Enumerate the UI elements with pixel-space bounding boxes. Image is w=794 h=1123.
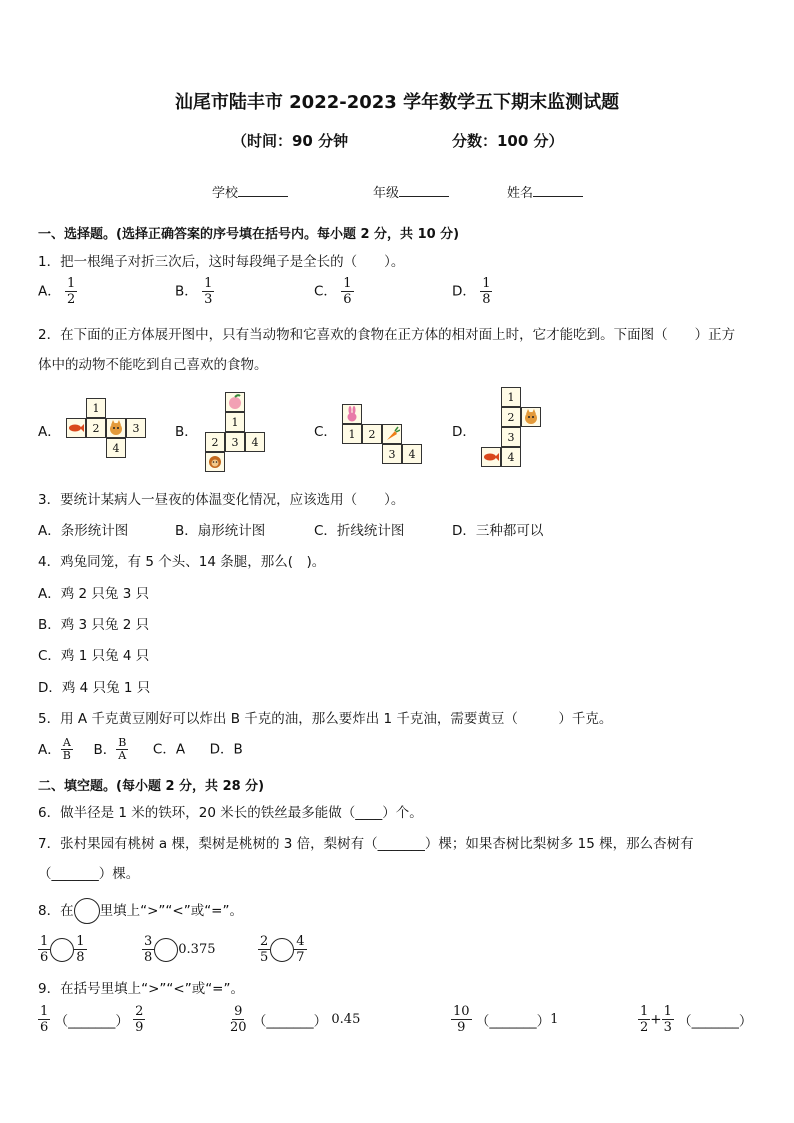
fraction [451, 1004, 472, 1035]
fraction [74, 934, 86, 965]
q5-text: 5．用 A 千克黄豆刚好可以炸出 B 千克的油，那么要炸出 1 千克油，需要黄豆（ ）千克。 [38, 711, 613, 727]
numerator: 2 [260, 934, 269, 949]
q9-item-3 [451, 1004, 558, 1035]
net-cell: 4 [501, 447, 521, 467]
option-label: A． [38, 741, 61, 758]
q4-option-a[interactable]: A．鸡 2 只兔 3 只 [38, 586, 150, 602]
numerator: 1 [640, 1004, 649, 1019]
q5-option-b[interactable] [93, 736, 128, 762]
net-cell: 2 [501, 407, 521, 427]
answer-blank[interactable]: （_______） [678, 1013, 753, 1030]
numerator: 1 [40, 1004, 49, 1019]
fraction [638, 1004, 650, 1035]
exam-time: （时间：90 分钟 [232, 132, 349, 150]
denominator: 3 [663, 1020, 672, 1035]
cube-net-b [205, 392, 269, 474]
fish-icon [66, 418, 86, 438]
q1-option-d[interactable] [452, 276, 492, 307]
name-blank[interactable] [533, 196, 583, 197]
q8-item-2 [142, 934, 216, 965]
fraction [341, 276, 353, 307]
denominator: 3 [204, 292, 213, 307]
compare-circle[interactable] [270, 938, 294, 962]
school-label: 学校 [212, 186, 239, 201]
numerator: 1 [40, 934, 49, 949]
exam-score: 分数：100 分） [452, 132, 564, 150]
numerator: 4 [296, 934, 305, 949]
numerator: A [62, 736, 71, 749]
net-cell: 4 [245, 432, 265, 452]
option-label: D． [452, 283, 476, 300]
denominator: 9 [457, 1020, 466, 1035]
net-cell: 1 [86, 398, 106, 418]
cube-net-a [66, 398, 150, 462]
net-cell: 1 [225, 412, 245, 432]
q2-option-a-label[interactable]: A． [38, 424, 61, 440]
q4-option-c[interactable]: C．鸡 1 只兔 4 只 [38, 648, 150, 664]
q3-text: 3．要统计某病人一昼夜的体温变化情况，应该选用（ ）。 [38, 492, 405, 508]
q8-suffix: 里填上“>”“<”或“=”。 [99, 903, 243, 919]
net-cell: 3 [225, 432, 245, 452]
numerator: 1 [663, 1004, 672, 1019]
section1-heading: 一、选择题。(选择正确答案的序号填在括号内。每小题 2 分，共 10 分) [38, 227, 460, 242]
compare-circle[interactable] [50, 938, 74, 962]
q5-options [38, 737, 243, 762]
fish-icon [481, 447, 501, 467]
q8-item-1 [38, 934, 87, 965]
q7-text-line1: 7．张村果园有桃树 a 棵，梨树是桃树的 3 倍，梨树有（_______）棵；如果杏树比梨树多 15 棵，那么杏树有 [38, 836, 694, 852]
compare-circle-sample [74, 898, 100, 924]
answer-blank[interactable]: （_______） [475, 1013, 551, 1030]
q3-option-a[interactable]: A．条形统计图 [38, 523, 129, 539]
option-label: B． [93, 741, 117, 758]
numerator: 9 [234, 1004, 243, 1019]
q6-text: 6．做半径是 1 米的铁环，20 米长的铁丝最多能做（____）个。 [38, 805, 423, 821]
denominator: 20 [230, 1020, 247, 1035]
cube-net-c [342, 404, 428, 466]
q2-option-c-label[interactable]: C． [314, 424, 337, 440]
q9-item-1 [38, 1004, 145, 1035]
cube-net-d [481, 387, 545, 469]
q8-prefix: 8．在 [38, 903, 74, 919]
q3-option-b[interactable]: B．扇形统计图 [175, 523, 266, 539]
q5-option-d[interactable]: D．B [209, 741, 243, 758]
q5-option-c[interactable]: C．A [152, 741, 186, 758]
name-label: 姓名 [507, 186, 534, 201]
fraction [228, 1004, 249, 1035]
page-title: 汕尾市陆丰市 2022-2023 学年数学五下期末监测试题 [174, 92, 620, 113]
numerator: 1 [482, 276, 491, 291]
fraction [61, 737, 73, 762]
fraction [116, 737, 128, 762]
denominator: 6 [40, 1020, 49, 1035]
numerator: 1 [67, 276, 76, 291]
section2-heading: 二、填空题。(每小题 2 分，共 28 分) [38, 779, 265, 794]
q1-option-a[interactable] [38, 276, 77, 307]
fraction [142, 934, 154, 965]
option-label: C． [314, 283, 337, 300]
q1-text: 1．把一根绳子对折三次后，这时每段绳子是全长的（ ）。 [38, 254, 405, 270]
monkey-icon [205, 452, 225, 472]
peach-icon [225, 392, 245, 412]
q2-text-line1: 2．在下面的正方体展开图中，只有当动物和它喜欢的食物在正方体的相对面上时，它才能吃到。下面图（ ）正方 [38, 327, 736, 343]
net-cell: 1 [342, 424, 362, 444]
grade-field [373, 182, 449, 201]
q9-decimal: 0.45 [331, 1012, 361, 1027]
denominator: 9 [135, 1020, 144, 1035]
denominator: B [62, 749, 71, 762]
net-cell: 2 [86, 418, 106, 438]
q3-option-d[interactable]: D．三种都可以 [452, 523, 544, 539]
net-cell: 3 [126, 418, 146, 438]
option-label: B． [175, 283, 198, 300]
net-cell: 2 [205, 432, 225, 452]
answer-blank[interactable]: （_______） [54, 1013, 129, 1030]
q8-item-3 [258, 934, 307, 965]
fraction [294, 934, 306, 965]
denominator: 2 [640, 1020, 649, 1035]
fraction [38, 1004, 50, 1035]
q1-option-b[interactable] [175, 276, 214, 307]
numerator: 1 [76, 934, 85, 949]
q2-option-d-label[interactable]: D． [452, 424, 476, 440]
denominator: 8 [76, 950, 85, 965]
school-blank[interactable] [238, 196, 288, 197]
q3-option-c[interactable]: C．折线统计图 [314, 523, 405, 539]
q2-text-line2: 体中的动物不能吃到自己喜欢的食物。 [38, 357, 268, 373]
q2-option-b-label[interactable]: B． [175, 424, 198, 440]
denominator: 5 [260, 950, 269, 965]
fraction [202, 276, 214, 307]
net-cell: 4 [402, 444, 422, 464]
compare-circle[interactable] [154, 938, 178, 962]
q8-decimal: 0.375 [178, 942, 216, 957]
fraction [480, 276, 492, 307]
denominator: 7 [296, 950, 305, 965]
denominator: 6 [40, 950, 49, 965]
numerator: 1 [204, 276, 213, 291]
cat-icon [521, 407, 541, 427]
numerator: 1 [343, 276, 352, 291]
grade-blank[interactable] [399, 196, 449, 197]
numerator: 3 [144, 934, 153, 949]
q8-text [38, 898, 243, 924]
q9-item-2 [228, 1004, 360, 1035]
net-cell: 3 [382, 444, 402, 464]
numerator: 10 [453, 1004, 470, 1019]
fraction [258, 934, 270, 965]
q4-text: 4．鸡兔同笼，有 5 个头、14 条腿，那么( )。 [38, 554, 326, 570]
denominator: 6 [343, 292, 352, 307]
answer-blank[interactable]: （_______） [252, 1013, 328, 1030]
fraction [662, 1004, 674, 1035]
name-field [507, 182, 583, 201]
denominator: 8 [144, 950, 153, 965]
school-field [212, 182, 288, 201]
fraction [65, 276, 77, 307]
cat-icon [106, 418, 126, 438]
net-cell: 4 [106, 438, 126, 458]
q9-number: 1 [550, 1012, 559, 1027]
q7-text-line2: （_______）棵。 [38, 866, 140, 882]
fraction [38, 934, 50, 965]
plus-sign: + [650, 1011, 662, 1028]
numerator: 2 [135, 1004, 144, 1019]
denominator: A [118, 749, 127, 762]
denominator: 8 [482, 292, 491, 307]
numerator: B [118, 736, 127, 749]
rabbit-icon [342, 404, 362, 424]
q4-option-d[interactable]: D．鸡 4 只兔 1 只 [38, 680, 151, 696]
denominator: 2 [67, 292, 76, 307]
q1-option-c[interactable] [314, 276, 354, 307]
net-cell: 2 [362, 424, 382, 444]
option-label: A． [38, 283, 61, 300]
q4-option-b[interactable]: B．鸡 3 只兔 2 只 [38, 617, 150, 633]
grade-label: 年级 [373, 186, 400, 201]
q9-text: 9．在括号里填上“>”“<”或“=”。 [38, 981, 244, 997]
fraction [133, 1004, 145, 1035]
q5-option-a[interactable] [38, 736, 73, 762]
q9-item-4 [638, 1004, 752, 1035]
carrot-icon [382, 424, 402, 444]
net-cell: 3 [501, 427, 521, 447]
net-cell: 1 [501, 387, 521, 407]
